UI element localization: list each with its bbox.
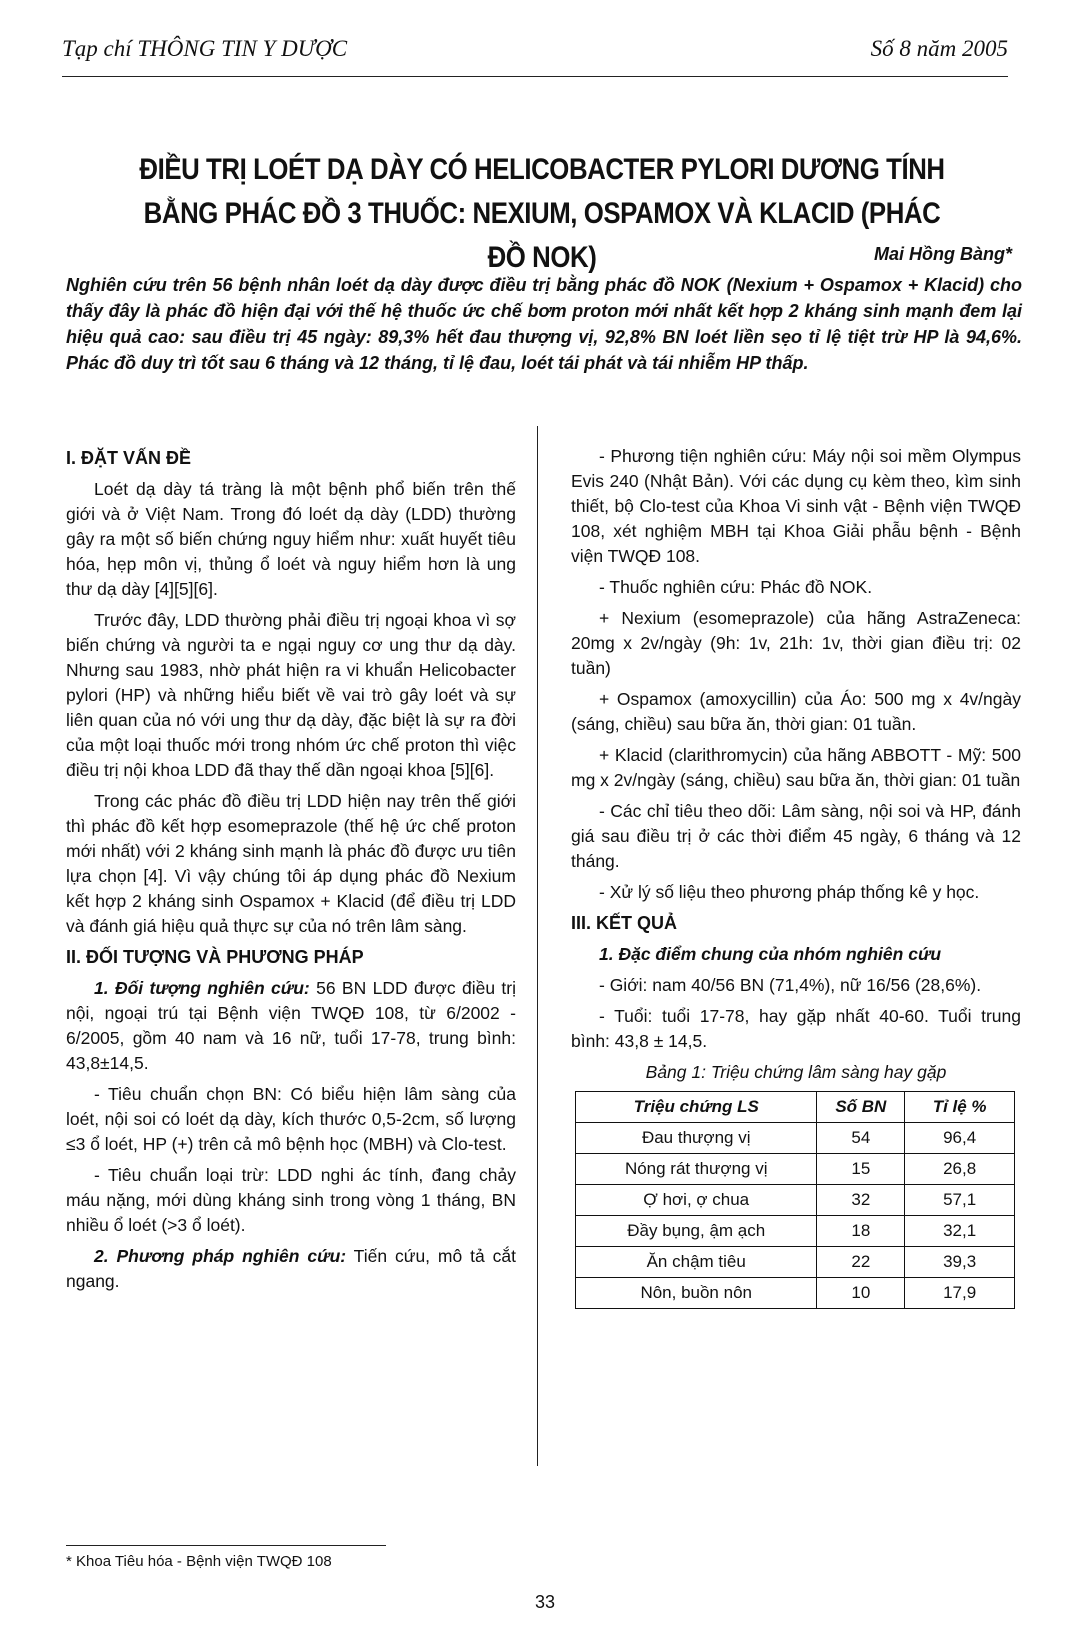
table-cell: 57,1 bbox=[905, 1185, 1015, 1216]
table-header-cell: Triệu chứng LS bbox=[576, 1092, 817, 1123]
table-cell: 15 bbox=[817, 1154, 905, 1185]
table-row bbox=[576, 1216, 1015, 1247]
title-line-2: BẰNG PHÁC ĐỒ 3 THUỐC: NEXIUM, OSPAMOX VÀ KLACID (PHÁC ĐỒ NOK) bbox=[143, 197, 941, 274]
paragraph bbox=[66, 976, 516, 1076]
paragraph-text: 56 BN LDD được điều trị nội, ngoại trú tại Bệnh viện TWQĐ 108, từ 6/2002 - 6/2005, gồm 40 nam và 16 nữ, tuổi 17-78, trung bình: 43,8±14,5. bbox=[66, 978, 516, 1073]
table-row bbox=[576, 1278, 1015, 1309]
footnote-rule bbox=[66, 1545, 386, 1546]
abstract: Nghiên cứu trên 56 bệnh nhân loét dạ dày được điều trị bằng phác đồ NOK (Nexium + Ospamox + Klacid) cho thấy đây là phác đồ hiện đại với thế hệ thuốc ức chế bơm proton mới nhất kết hợp 2 kháng sinh mạnh đem lại hiệu quả cao: sau điều trị 45 ngày: 89,3% hết đau thượng vị, 92,8% BN loét liền sẹo tỉ lệ tiệt trừ HP là 94,6%. Phác đồ duy trì tốt sau 6 tháng và 12 tháng, tỉ lệ đau, loét tái phát và tái nhiễm HP thấp. bbox=[66, 275, 1022, 373]
left-column bbox=[66, 444, 516, 1300]
page-number: 33 bbox=[534, 1592, 556, 1612]
table-cell: Đau thượng vị bbox=[576, 1123, 817, 1154]
table-cell: 18 bbox=[817, 1216, 905, 1247]
table-cell: 32,1 bbox=[905, 1216, 1015, 1247]
journal-name: Tạp chí THÔNG TIN Y DƯỢC bbox=[62, 36, 348, 61]
table-cell: Nôn, buồn nôn bbox=[576, 1278, 817, 1309]
table-cell: 39,3 bbox=[905, 1247, 1015, 1278]
subheading: 2. Phương pháp nghiên cứu: bbox=[94, 1246, 347, 1266]
table-row bbox=[576, 1154, 1015, 1185]
paragraph: - Tuổi: tuổi 17-78, hay gặp nhất 40-60. Tuổi trung bình: 43,8 ± 14,5. bbox=[571, 1006, 1021, 1051]
table-header-cell: Số BN bbox=[817, 1092, 905, 1123]
table-cell: 17,9 bbox=[905, 1278, 1015, 1309]
right-column bbox=[571, 444, 1021, 1309]
paragraph bbox=[66, 1244, 516, 1294]
author: Mai Hồng Bàng* bbox=[874, 244, 1012, 264]
section-heading-2: II. ĐỐI TƯỢNG VÀ PHƯƠNG PHÁP bbox=[66, 947, 364, 967]
table-cell: 10 bbox=[817, 1278, 905, 1309]
footnote: * Khoa Tiêu hóa - Bệnh viện TWQĐ 108 bbox=[66, 1553, 332, 1570]
subheading: 1. Đặc điểm chung của nhóm nghiên cứu bbox=[599, 944, 942, 964]
subheading: 1. Đối tượng nghiên cứu: bbox=[94, 978, 310, 998]
table-cell: 54 bbox=[817, 1123, 905, 1154]
paragraph: Loét dạ dày tá tràng là một bệnh phổ biến trên thế giới và ở Việt Nam. Trong đó loét dạ dày (LDD) thường gây ra một số biến chứng nguy hiểm như: xuất huyết tiêu hóa, hẹp môn vị, thủng ổ loét và nguy hiểm hơn là ung thư dạ dày [4][5][6]. bbox=[66, 479, 516, 599]
table-row bbox=[576, 1185, 1015, 1216]
table-cell: Ợ hơi, ợ chua bbox=[576, 1185, 817, 1216]
issue-number: Số 8 năm 2005 bbox=[870, 36, 1008, 61]
table-cell: 26,8 bbox=[905, 1154, 1015, 1185]
title-line-1: ĐIỀU TRỊ LOÉT DẠ DÀY CÓ HELICOBACTER PYLORI DƯƠNG TÍNH bbox=[139, 153, 945, 186]
table-cell: Ăn chậm tiêu bbox=[576, 1247, 817, 1278]
table-row bbox=[576, 1247, 1015, 1278]
paragraph: - Tiêu chuẩn chọn BN: Có biểu hiện lâm sàng của loét, nội soi có loét dạ dày, kích thước 0,5-2cm, số lượng ≤3 ổ loét, HP (+) trên cả mô bệnh học (MBH) và Clo-test. bbox=[66, 1084, 516, 1154]
table-cell: 96,4 bbox=[905, 1123, 1015, 1154]
table-header-cell: Tỉ lệ % bbox=[905, 1092, 1015, 1123]
table-caption: Bảng 1: Triệu chứng lâm sàng hay gặp bbox=[645, 1062, 947, 1082]
paragraph: + Ospamox (amoxycillin) của Áo: 500 mg x 4v/ngày (sáng, chiều) sau bữa ăn, thời gian: 01 tuần. bbox=[571, 689, 1021, 734]
paragraph: - Phương tiện nghiên cứu: Máy nội soi mềm Olympus Evis 240 (Nhật Bản). Với các dụng cụ kèm theo, kìm sinh thiết, bộ Clo-test của Khoa Vi sinh vật - Bệnh viện TWQĐ 108, xét nghiệm MBH tại Khoa Giải phẫu bệnh - Bệnh viện TWQĐ 108. bbox=[571, 446, 1021, 566]
article-title bbox=[129, 148, 955, 280]
paragraph: - Tiêu chuẩn loại trừ: LDD nghi ác tính, đang chảy máu nặng, mới dùng kháng sinh trong vòng 1 tháng, BN nhiều ổ loét (>3 ổ loét). bbox=[66, 1165, 516, 1235]
paragraph: - Giới: nam 40/56 BN (71,4%), nữ 16/56 (28,6%). bbox=[599, 975, 982, 995]
paragraph-text: Tiến cứu, mô tả cắt ngang. bbox=[66, 1246, 516, 1291]
paragraph: + Klacid (clarithromycin) của hãng ABBOTT - Mỹ: 500 mg x 2v/ngày (sáng, chiều) sau bữa ăn, thời gian: 01 tuần bbox=[571, 745, 1021, 790]
table-cell: 32 bbox=[817, 1185, 905, 1216]
paragraph: - Thuốc nghiên cứu: Phác đồ NOK. bbox=[599, 577, 873, 597]
symptom-table bbox=[575, 1091, 1015, 1309]
table-cell: Đầy bụng, ậm ạch bbox=[576, 1216, 817, 1247]
table-cell: 22 bbox=[817, 1247, 905, 1278]
table-row bbox=[576, 1123, 1015, 1154]
running-header bbox=[62, 36, 1008, 77]
paragraph: - Xử lý số liệu theo phương pháp thống kê y học. bbox=[599, 882, 980, 902]
table-cell: Nóng rát thượng vị bbox=[576, 1154, 817, 1185]
paragraph: - Các chỉ tiêu theo dõi: Lâm sàng, nội soi và HP, đánh giá sau điều trị ở các thời điểm 45 ngày, 6 tháng và 12 tháng. bbox=[571, 801, 1021, 871]
section-heading-1: I. ĐẶT VẤN ĐỀ bbox=[66, 448, 192, 468]
paragraph: Trước đây, LDD thường phải điều trị ngoại khoa vì sợ biến chứng và người ta e ngại nguy cơ ung thư dạ dày. Nhưng sau 1983, nhờ phát hiện ra vi khuẩn Helicobacter pylori (HP) và những hiểu biết về vai trò gây loét và sự liên quan của nó với ung thư dạ dày, đặc biệt là sự ra đời của một loại thuốc mới trong nhóm ức chế proton thì việc điều trị nội khoa LDD đã thay thế dần ngoại khoa [5][6]. bbox=[66, 610, 516, 780]
section-heading-3: III. KẾT QUẢ bbox=[571, 913, 678, 933]
table-header-row bbox=[576, 1092, 1015, 1123]
paragraph: Trong các phác đồ điều trị LDD hiện nay trên thế giới thì phác đồ kết hợp esomeprazole (thế hệ ức chế proton mới nhất) với 2 kháng sinh mạnh là phác đồ được ưu tiên lựa chọn [4]. Vì vậy chúng tôi áp dụng phác đồ Nexium kết hợp 2 kháng sinh Ospamox + Klacid (để điều trị LDD và đánh giá hiệu quả thực sự của nó trên lâm sàng. bbox=[66, 791, 516, 936]
column-divider bbox=[537, 426, 538, 1466]
paragraph: + Nexium (esomeprazole) của hãng AstraZeneca: 20mg x 2v/ngày (9h: 1v, 21h: 1v, thời gian điều trị: 02 tuần) bbox=[571, 608, 1021, 678]
